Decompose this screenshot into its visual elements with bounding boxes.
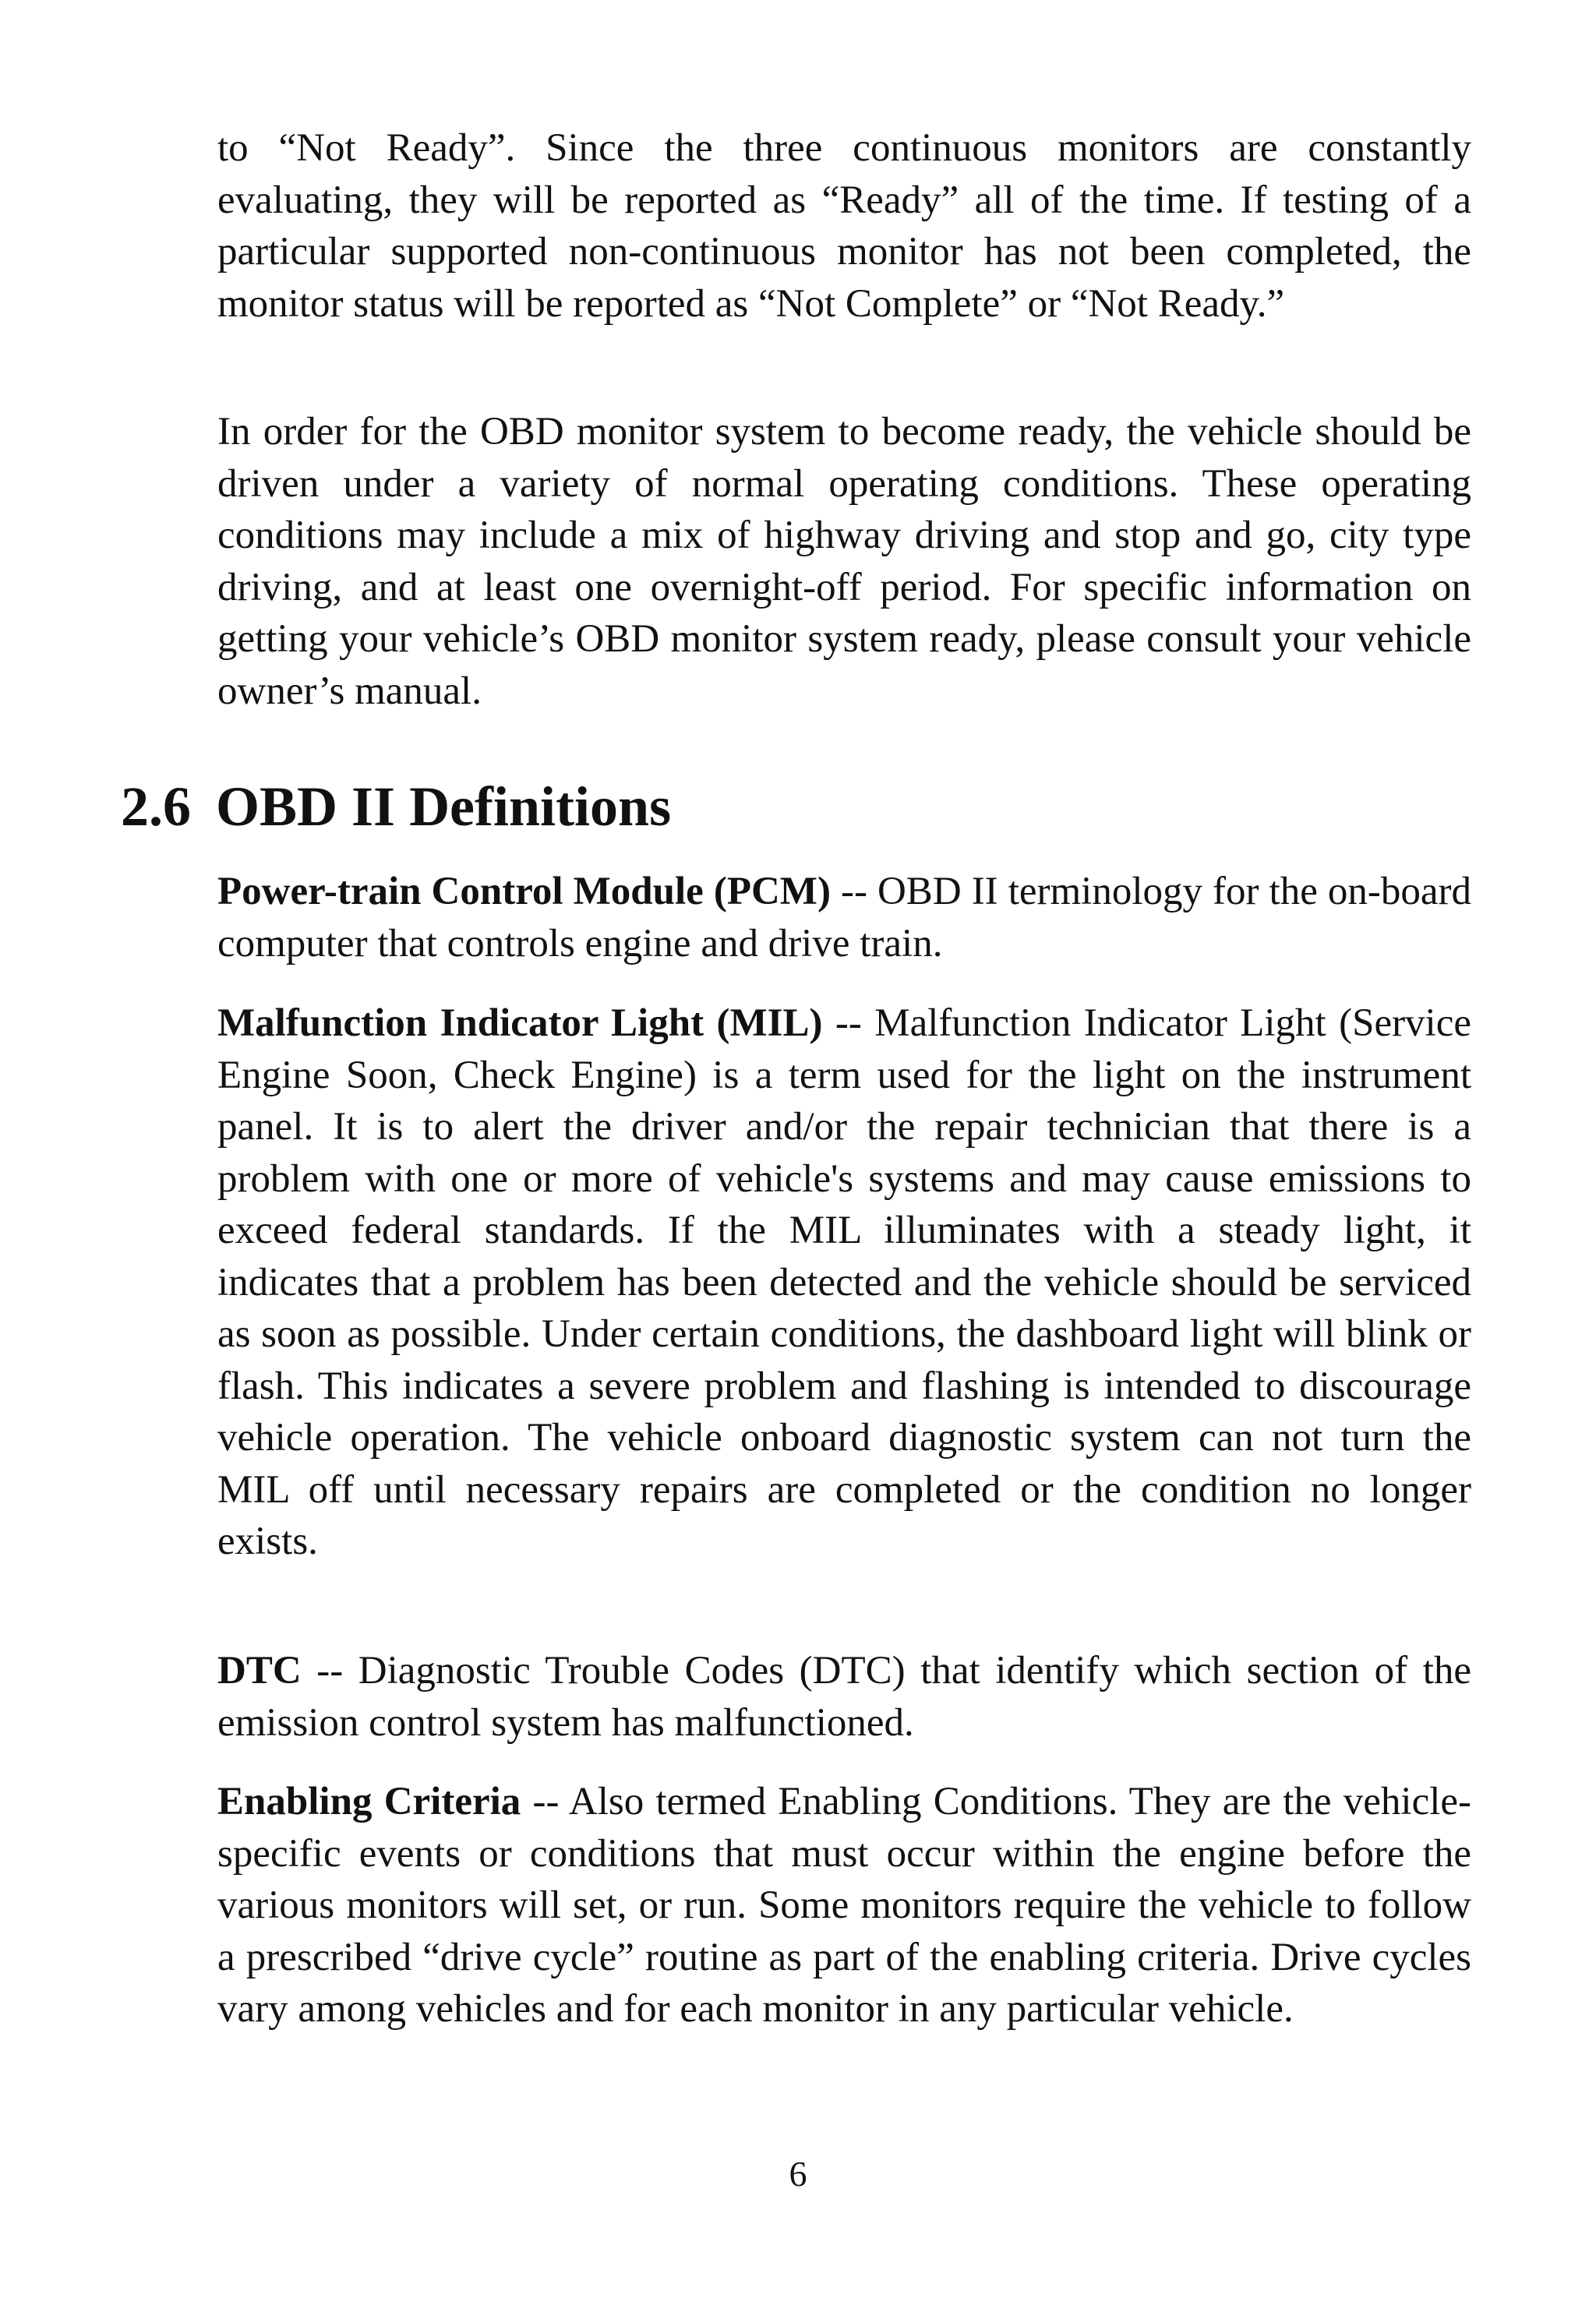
intro-paragraph-1 <box>217 122 1471 330</box>
section-heading <box>121 771 671 842</box>
definition-description: -- Also termed Enabling Conditions. They are the vehicle-specific events or conditions that must occur within the engine before the various monitors will set, or run. Some monitors require the vehicle to follow a prescribed “drive cycle” routine as part of the enabling criteria. Drive cycles vary among vehicles and for each monitor in any particular vehicle. <box>217 1780 1471 2031</box>
definition-dtc <box>217 1645 1471 1749</box>
definition-description: -- OBD II terminology for the on-board computer that controls engine and drive train. <box>217 870 1471 965</box>
definition-term: DTC <box>217 1649 302 1693</box>
definition-term: Power-train Control Module (PCM) <box>217 870 831 913</box>
definition-pcm <box>217 866 1471 969</box>
intro-paragraph-2-text: In order for the OBD monitor system to become ready, the vehicle should be driven under a variety of normal operating conditions. These operating conditions may include a mix of highway driving and stop and go, city type driving, and at least one overnight-off period. For specific information on getting your vehicle’s OBD monitor system ready, please consult your vehicle owner’s manual. <box>217 410 1471 713</box>
intro-paragraph-1-text: to “Not Ready”. Since the three continuous monitors are constantly evaluating, they will be reported as “Ready” all of the time. If testing of a particular supported non-continuous monitor has not been completed, the monitor status will be reported as “Not Complete” or “Not Ready.” <box>217 126 1471 326</box>
page-number: 6 <box>789 2154 807 2194</box>
definition-mil <box>217 997 1471 1568</box>
definition-description: -- Diagnostic Trouble Codes (DTC) that identify which section of the emission control system has malfunctioned. <box>217 1649 1471 1745</box>
definition-enabling-criteria <box>217 1776 1471 2035</box>
definition-term: Enabling Criteria <box>217 1780 521 1823</box>
definition-description: -- Malfunction Indicator Light (Service Engine Soon, Check Engine) is a term used for the light on the instrument panel. It is to alert the driver and/or the repair technician that there is a problem with one or more of vehicle's systems and may cause emissions to exceed federal standards. If the MIL illuminates with a steady light, it indicates that a problem has been detected and the vehicle should be serviced as soon as possible. Under certain conditions, the dashboard light will blink or flash. This indicates a severe problem and flashing is intended to discourage vehicle operation. The vehicle onboard diagnostic system can not turn the MIL off until necessary repairs are completed or the condition no longer exists. <box>217 1001 1472 1563</box>
definition-term: Malfunction Indicator Light (MIL) <box>217 1001 823 1045</box>
intro-paragraph-2 <box>217 406 1471 717</box>
section-title: OBD II Definitions <box>216 775 672 838</box>
section-number: 2.6 <box>121 775 191 838</box>
